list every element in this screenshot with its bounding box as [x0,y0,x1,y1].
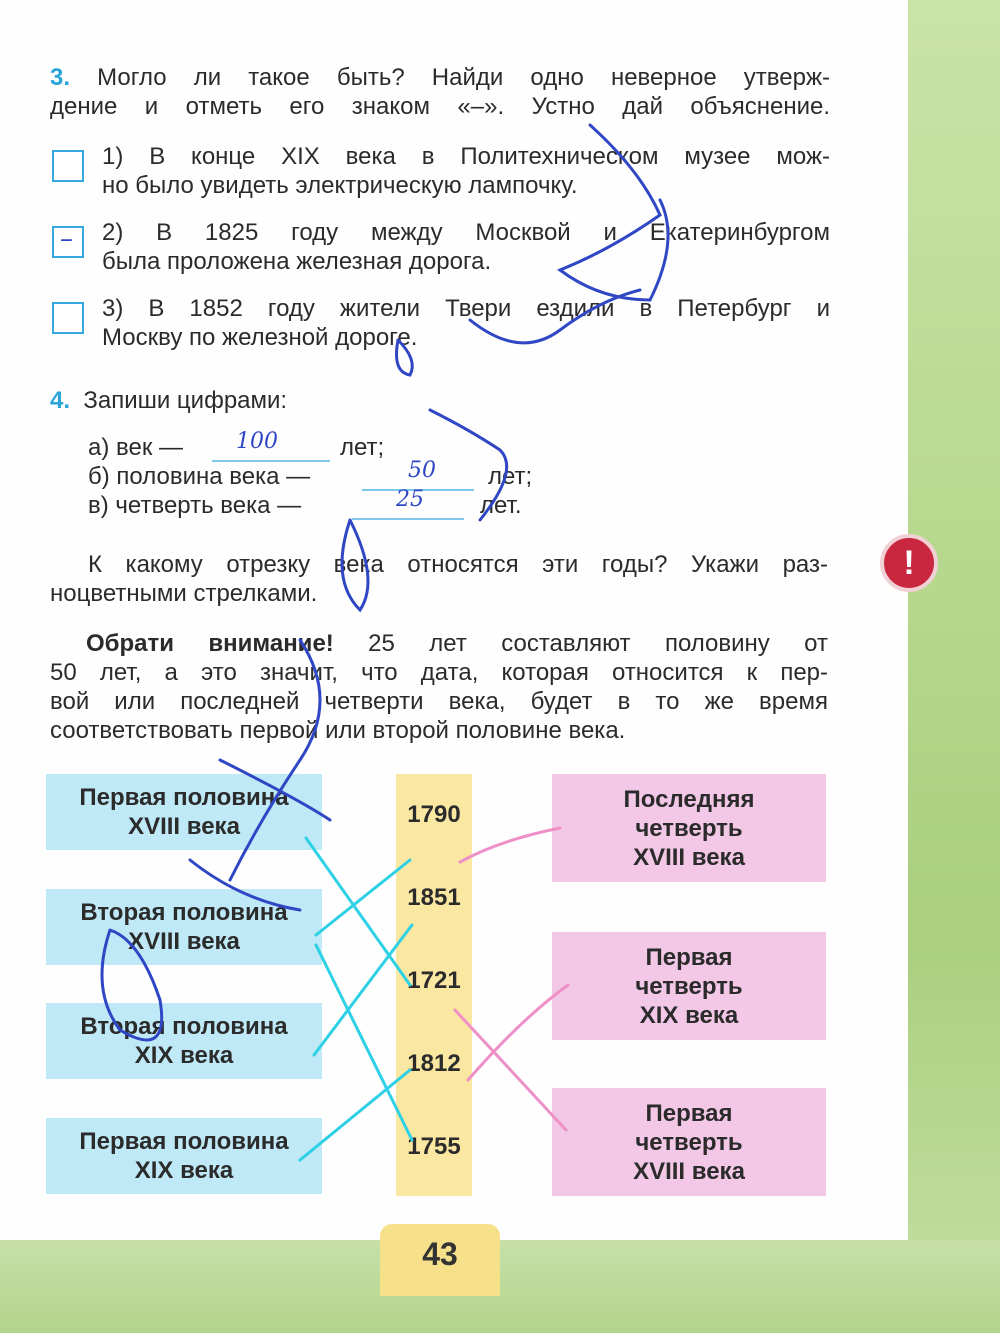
year-1721[interactable]: 1721 [407,967,461,994]
period-box-second-half-18[interactable]: Вторая половина XVIII века [46,889,322,965]
period-box-first-quarter-19[interactable]: Первая четверть XIX века [552,932,826,1040]
arrow-first-half-19-to-1812 [300,1070,410,1160]
answer-b-handwritten: 50 [408,458,436,483]
page-number: 43 [422,1236,458,1272]
minus-mark: – [60,224,73,254]
statement-3-line2: Москву по железной дороге. [102,324,418,351]
task3-text-line1: Могло ли такое быть? Найди одно неверное утверж- [97,64,830,91]
year-1790[interactable]: 1790 [407,801,461,828]
row-b-unit: лет; [488,463,533,490]
arrow-first-half-18-to-1721 [306,838,410,985]
note-line3: вой или последней четверти века, будет в то же время [50,688,828,715]
note-line2: 50 лет, а это значит, что дата, которая относится к пер- [50,659,828,686]
attention-badge: ! [880,534,938,592]
statement-1-line2: но было увидеть электрическую лампочку. [102,172,578,199]
task4-number: 4. [50,387,71,414]
year-1851[interactable]: 1851 [407,884,461,911]
row-c-unit: лет. [480,492,522,519]
arrow-1790-to-last-quarter-18 [460,828,560,862]
row-a-label: а) век — [88,434,184,461]
question-line1: К какому отрезку века относятся эти годы? Укажи раз- [88,551,828,578]
task3-heading-line2: дение и отметь его знаком «–». Устно дай объяснение. [50,93,830,120]
answer-a-handwritten: 100 [236,429,278,454]
period-box-first-half-19[interactable]: Первая половина XIX века [46,1118,322,1194]
row-b-label: б) половина века — [88,463,311,490]
statement-2-line1: 2) В 1825 году между Москвой и Екатеринбургом [102,219,830,246]
statement-3-line1: 3) В 1852 году жители Твери ездили в Петербург и [102,295,830,322]
row-c-label: в) четверть века — [88,492,302,519]
task3-number: 3. [50,64,71,91]
period-box-first-half-18[interactable]: Первая половина XVIII века [46,774,322,850]
note-bold: Обрати внимание! [86,630,334,657]
arrow-second-half-19-to-1851 [314,925,412,1055]
period-box-first-quarter-18[interactable]: Первая четверть XVIII века [552,1088,826,1196]
statement-1-line1: 1) В конце XIX века в Политехническом музее мож- [102,143,830,170]
question-line2: ноцветными стрелками. [50,580,318,607]
arrow-1721-to-first-quarter-18 [455,1010,566,1130]
arrow-second-half-18-to-1755 [316,945,412,1140]
row-a-unit: лет; [340,434,385,461]
scribble-overlay [102,125,668,1040]
task4-title: Запиши цифрами: [83,387,288,414]
answer-c-handwritten: 25 [396,487,424,512]
period-box-second-half-19[interactable]: Вторая половина XIX века [46,1003,322,1079]
year-1755[interactable]: 1755 [407,1133,461,1160]
period-box-last-quarter-18[interactable]: Последняя четверть XVIII века [552,774,826,882]
note-line1-rest: 25 лет составляют половину от [333,630,828,657]
statement-2-line2: была проложена железная дорога. [102,248,492,275]
arrow-1812-to-first-quarter-19 [468,985,568,1080]
year-1812[interactable]: 1812 [407,1050,461,1077]
note-line4: соответствовать первой или второй половине века. [50,717,626,744]
